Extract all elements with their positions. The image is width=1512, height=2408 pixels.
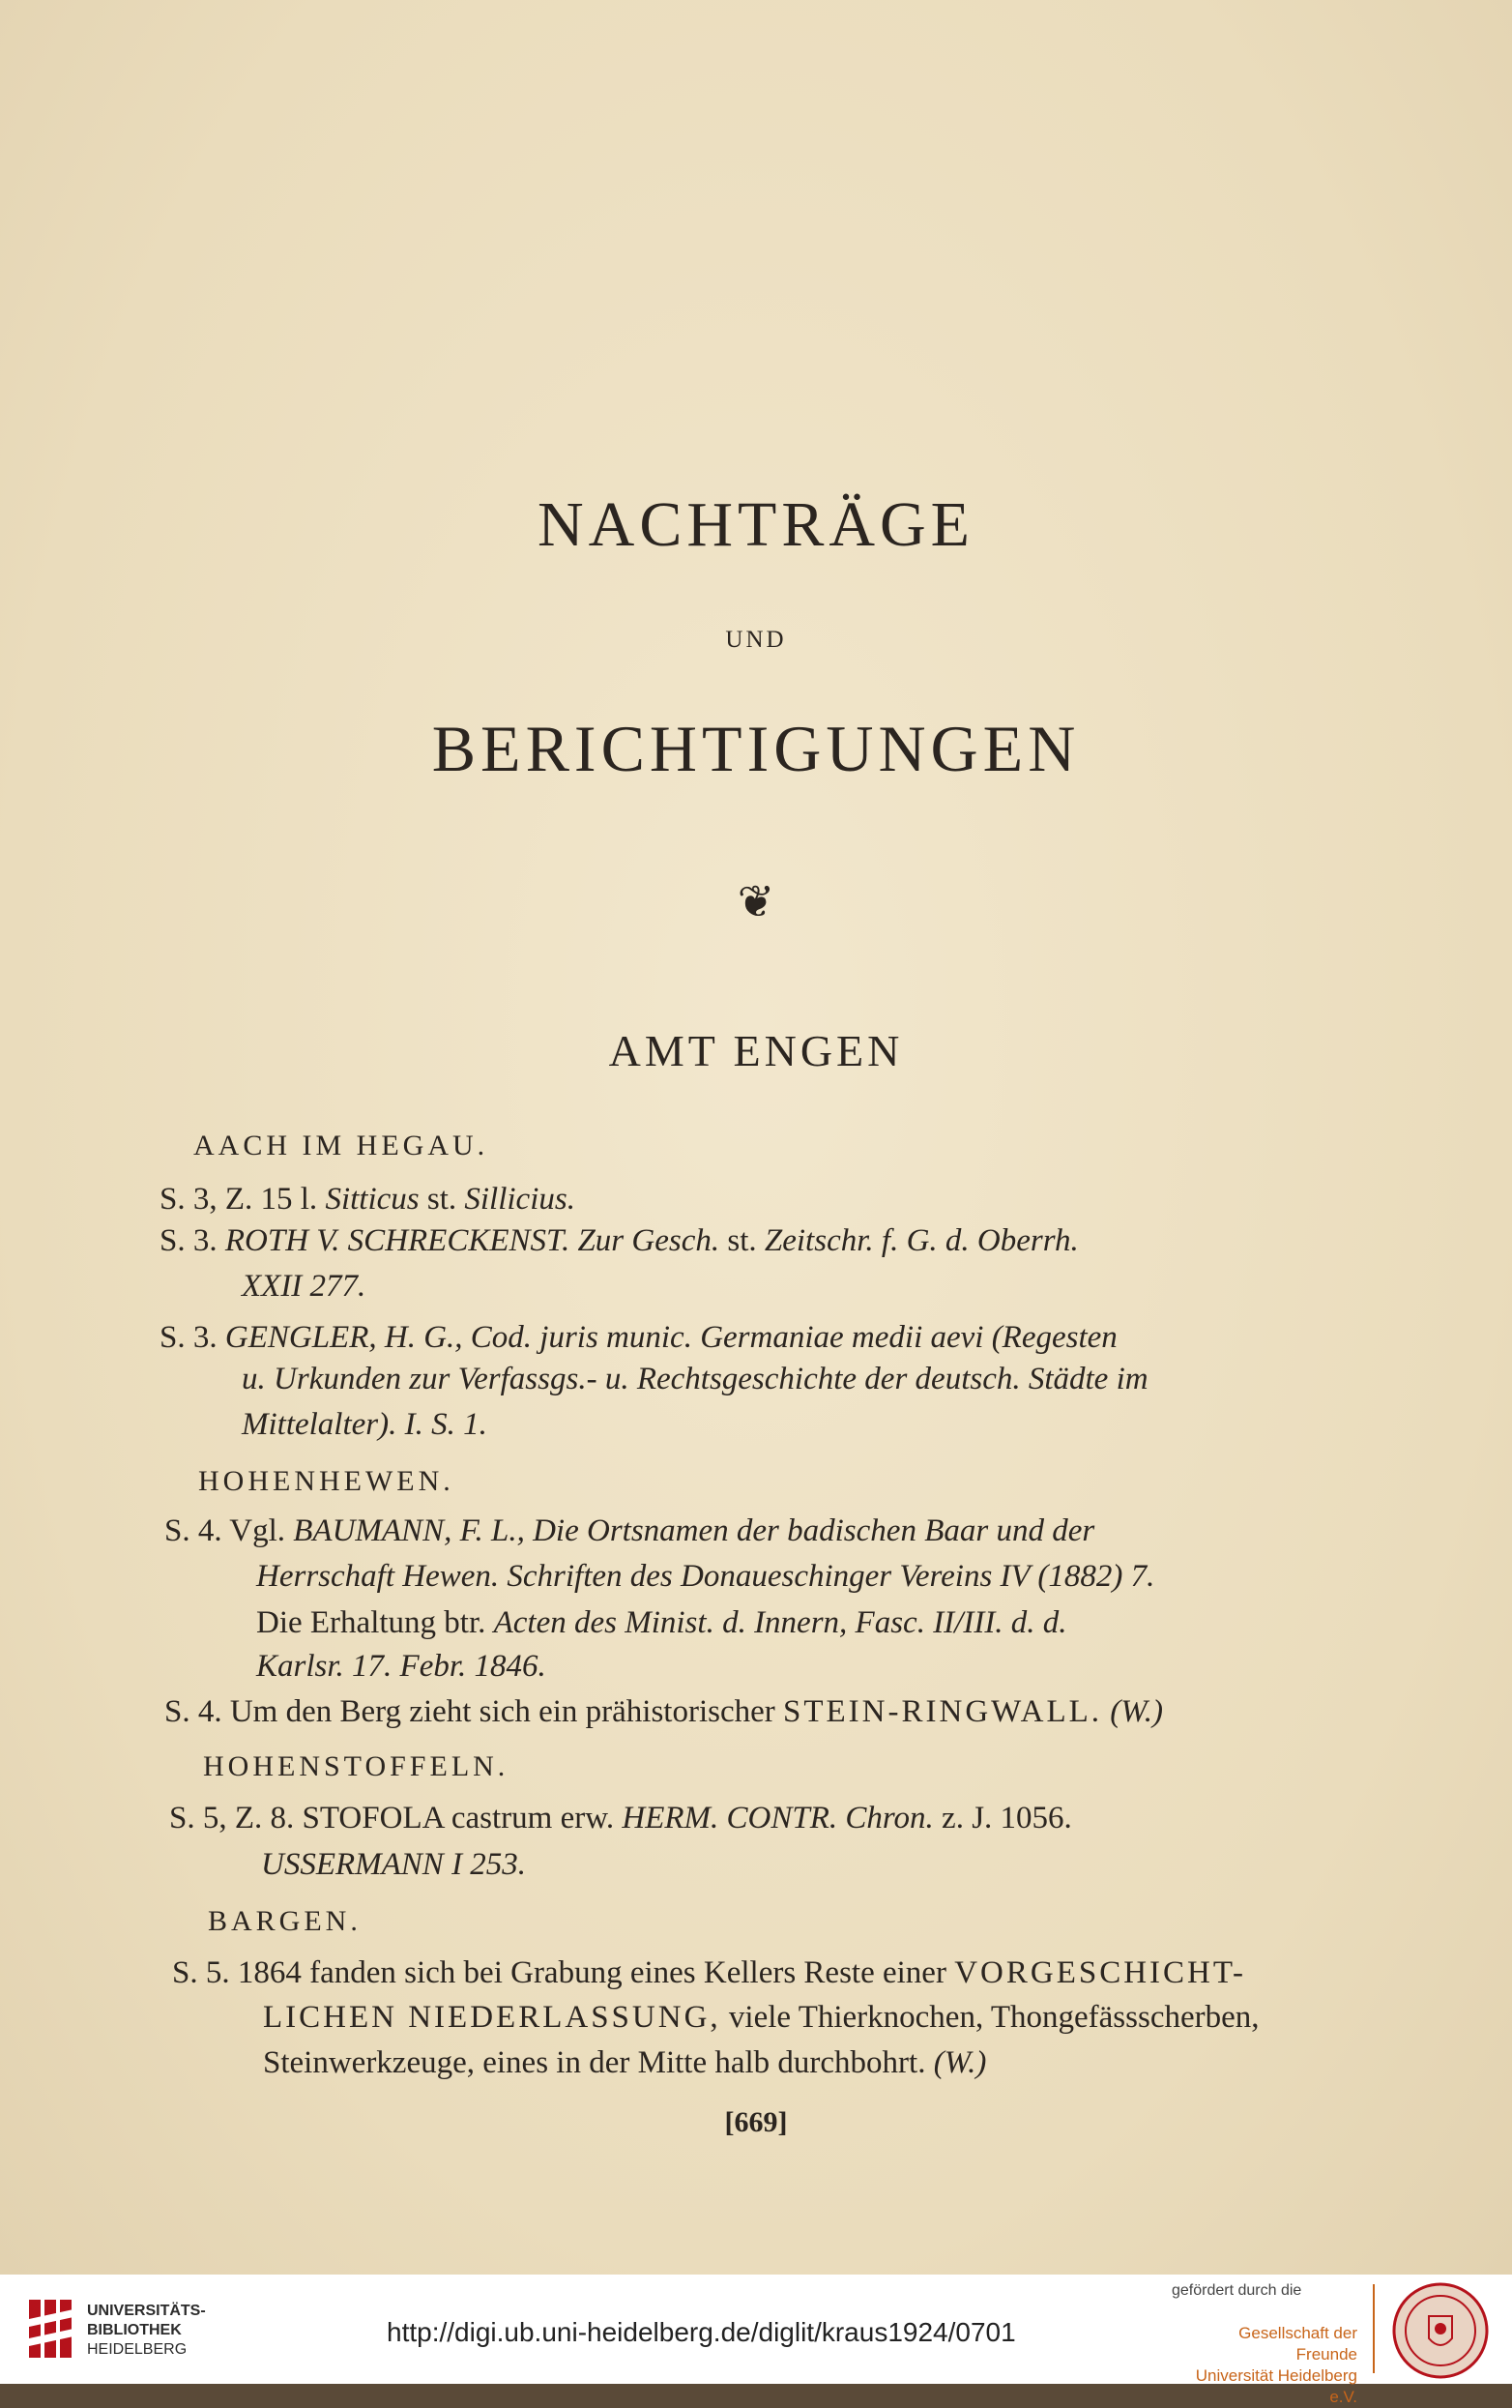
entry-heading: AACH IM HEGAU. (193, 1130, 489, 1161)
text-segment: Karlsr. 17. Febr. 1846. (256, 1649, 546, 1684)
entry-line (242, 1362, 1149, 1397)
text-segment: Steinwerkzeuge, eines in der Mitte halb durchbohrt. (263, 2045, 934, 2080)
library-logo-icon (29, 2300, 73, 2358)
text-segment: XXII 277. (242, 1269, 366, 1304)
text-segment: Zur Gesch. (577, 1223, 720, 1258)
title-conjunction: UND (725, 627, 787, 653)
text-segment: BAUMANN, F. L., Die Ortsnamen der badischen Baar und der (293, 1513, 1095, 1548)
entry-line (242, 1407, 487, 1443)
entry-line (160, 1320, 1118, 1356)
text-segment: Chron. (845, 1801, 934, 1835)
text-segment: STEIN-RINGWALL. (783, 1694, 1103, 1729)
entry-line (256, 1605, 1067, 1641)
entry-line (242, 1269, 365, 1305)
text-segment: Die Erhaltung btr. (256, 1605, 494, 1640)
entry-line (160, 1223, 1079, 1259)
entry-heading: HOHENHEWEN. (198, 1465, 454, 1497)
text-segment: USSERMANN I 253. (261, 1847, 527, 1882)
text-segment: Sillicius. (464, 1182, 575, 1217)
text-segment: z. J. 1056. (933, 1801, 1072, 1835)
text-segment: ROTH V. SCHRECKENST. (224, 1223, 570, 1258)
text-segment: S. 4. Um den Berg zieht sich ein prähistorischer (164, 1694, 784, 1729)
fleuron-ornament-icon: ❦ (737, 877, 775, 926)
text-segment: S. 3. (160, 1320, 225, 1355)
sponsor-name: Gesellschaft der Freunde Universität Heidelberg e.V. (1195, 2324, 1357, 2406)
footer-bar (0, 2275, 1512, 2406)
entry-line (164, 1694, 1163, 1730)
footer-divider (1373, 2284, 1375, 2373)
entry-line (172, 1955, 1246, 1991)
text-segment: LICHEN NIEDERLASSUNG, (263, 2000, 721, 2035)
page-subtitle: BERICHTIGUNGEN (431, 712, 1081, 785)
text-segment: S. 5. 1864 fanden sich bei Grabung eines Kellers Reste einer (172, 1955, 955, 1990)
library-name: UNIVERSITÄTS- BIBLIOTHEK HEIDELBERG (87, 2303, 206, 2358)
text-segment: S. 3, Z. 15 l. (160, 1182, 326, 1217)
entry-heading: HOHENSTOFFELN. (203, 1750, 509, 1782)
entry-line (256, 1649, 546, 1685)
page-number: [669] (724, 2106, 788, 2138)
page-title: NACHTRÄGE (538, 489, 974, 560)
text-segment: S. 3. (160, 1223, 225, 1258)
entry-line (256, 1559, 1154, 1595)
sponsor-label: gefördert durch die (1172, 2282, 1302, 2299)
text-segment: Herrschaft Hewen. Schriften des Donaueschinger Vereins IV (1882) 7. (256, 1559, 1155, 1594)
text-segment: VORGESCHICHT- (954, 1955, 1247, 1990)
text-segment: (W.) (933, 2045, 987, 2080)
text-segment: S. 4. Vgl. (164, 1513, 294, 1548)
text-segment: GENGLER, H. G., Cod. juris munic. Germaniae medii aevi (Regesten (224, 1320, 1118, 1355)
entry-line (263, 2045, 986, 2081)
text-segment: (W.) (1110, 1694, 1163, 1729)
text-segment: u. Urkunden zur Verfassgs.- u. Rechtsgeschichte der deutsch. Städte im (242, 1362, 1149, 1396)
entry-line (164, 1513, 1094, 1549)
entry-line (263, 2000, 1260, 2036)
permalink-url[interactable]: http://digi.ub.uni-heidelberg.de/diglit/kraus1924/0701 (387, 2317, 1016, 2347)
university-seal-icon (1392, 2282, 1489, 2379)
section-title: AMT ENGEN (608, 1026, 904, 1075)
text-segment: st. (719, 1223, 765, 1258)
text-segment: viele Thierknochen, Thongefässscherben, (720, 2000, 1260, 2035)
entry-heading: BARGEN. (208, 1905, 362, 1937)
entry-line (169, 1801, 1072, 1836)
text-segment: HERM. CONTR. (622, 1801, 838, 1835)
text-segment: Mittelalter). I. S. 1. (242, 1407, 487, 1442)
text-segment: Zeitschr. f. G. d. Oberrh. (764, 1223, 1079, 1258)
text-segment: Sitticus (325, 1182, 420, 1217)
entry-line (261, 1847, 526, 1883)
text-segment: Acten des Minist. d. Innern, Fasc. II/III. d. d. (493, 1605, 1067, 1640)
text-segment: S. 5, Z. 8. STOFOLA castrum erw. (169, 1801, 623, 1835)
text-segment: st. (419, 1182, 465, 1217)
entry-line (160, 1182, 575, 1218)
